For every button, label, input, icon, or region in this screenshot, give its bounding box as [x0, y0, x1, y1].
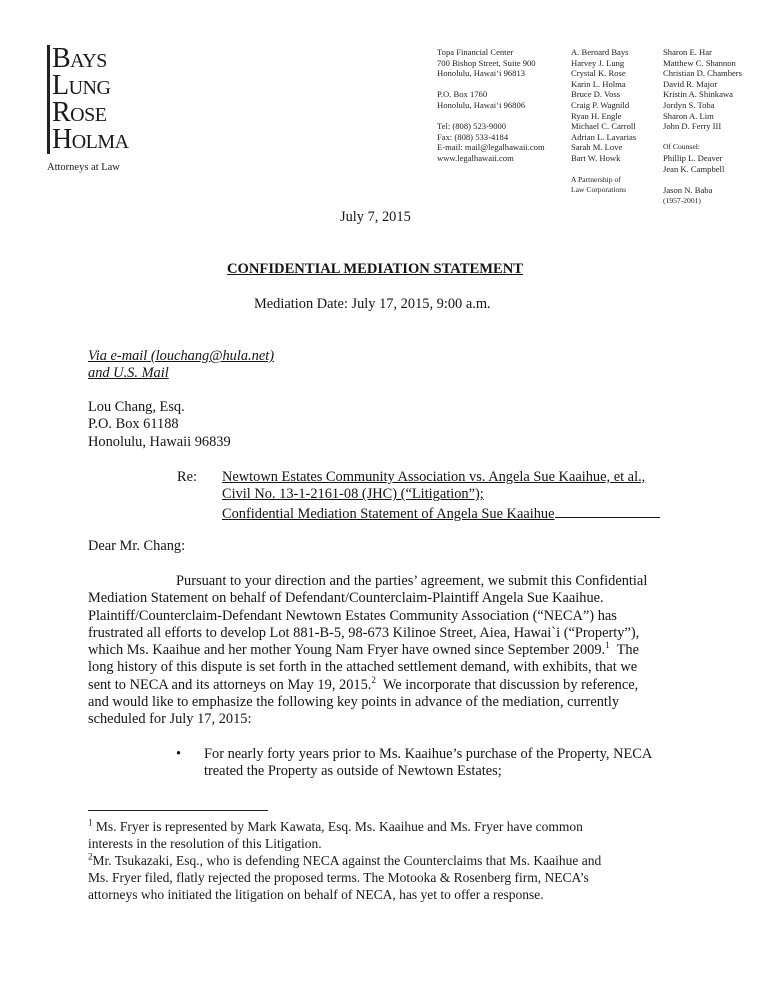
contact-fax: Fax: (808) 533-4184 — [437, 131, 509, 142]
body-line — [88, 674, 688, 694]
footnote-text: Ms. Fryer is represented by Mark Kawata, Esq. Ms. Kaaihue and Ms. Fryer have common — [95, 819, 583, 834]
delivery-line: and U.S. Mail — [88, 365, 169, 382]
attorney-name: A. Bernard Bays — [571, 47, 629, 57]
attorney-name: Sharon E. Har — [663, 47, 712, 57]
contact-phone: Tel: (808) 523-9000 — [437, 121, 507, 132]
of-counsel-name: Jean K. Campbell — [663, 163, 725, 174]
attorney-name: Kristin A. Shinkawa — [663, 89, 733, 100]
recipient-address — [88, 399, 231, 451]
attorney-name: Matthew C. Shannon — [663, 57, 736, 68]
logo-line-lung: Lung — [52, 70, 111, 101]
bullet-line: treated the Property as outside of Newtown Estates; — [204, 763, 502, 780]
firm-subtitle: Attorneys at Law — [47, 162, 120, 173]
body-text: which Ms. Kaaihue and her mother Young Nam Fryer have owned since September 2009. — [88, 642, 606, 659]
logo-line-holma: Holma — [52, 124, 129, 155]
address-line: 700 Bishop Street, Suite 900 — [437, 57, 536, 68]
logo-line-rose: Rose — [52, 97, 107, 128]
po-box-line: Honolulu, Hawai‘i 96806 — [437, 99, 526, 110]
attorney-name: Crystal K. Rose — [571, 68, 626, 79]
re-line: Newtown Estates Community Association vs. Angela Sue Kaaihue, et al., — [222, 469, 646, 485]
delivery-line: Via e-mail (louchang@hula.net) — [88, 348, 275, 364]
re-line: Civil No. 13-1-2161-08 (JHC) (“Litigation”); — [222, 486, 484, 503]
body-text: We incorporate that discussion by reference, — [382, 676, 639, 693]
contact-website: www.legalhawaii.com — [437, 152, 514, 163]
re-line-last — [222, 504, 660, 523]
address-line: Honolulu, Hawai‘i 96813 — [437, 68, 526, 79]
address-line: Topa Financial Center — [437, 47, 514, 57]
attorney-name: Ryan H. Engle — [571, 110, 622, 121]
attorney-name: Bruce D. Voss — [571, 89, 621, 100]
attorney-name: Sharon A. Lim — [663, 110, 714, 121]
footnote-separator — [88, 810, 268, 811]
attorneys-column-1 — [571, 47, 636, 196]
contact-email: E-mail: mail@legalhawaii.com — [437, 142, 545, 153]
firm-address-block — [437, 47, 545, 164]
attorney-name: David R. Major — [663, 78, 718, 89]
of-counsel-name: Phillip L. Deaver — [663, 152, 723, 163]
memorial-years: (1957-2001) — [663, 195, 701, 205]
attorney-name: Harvey J. Lung — [571, 57, 625, 68]
po-box-line: P.O. Box 1760 — [437, 89, 488, 100]
letter-date: July 7, 2015 — [340, 209, 411, 225]
body-text: sent to NECA and its attorneys on May 19, 2015. — [88, 676, 372, 693]
body-line: Pursuant to your direction and the parties’ agreement, we submit this Confidential — [176, 573, 648, 589]
attorney-name: Michael C. Carroll — [571, 121, 636, 132]
body-line: scheduled for July 17, 2015: — [88, 711, 252, 728]
re-label: Re: — [177, 469, 197, 485]
bullet-marker: • — [176, 746, 182, 762]
footnote-text: Mr. Tsukazaki, Esq., who is defending NECA against the Counterclaims that Ms. Kaaihue and — [92, 853, 602, 868]
footnote-1 — [88, 818, 688, 835]
body-line: and would like to emphasize the following key points in advance of the mediation, currently — [88, 694, 620, 711]
salutation: Dear Mr. Chang: — [88, 538, 186, 554]
recipient-line: Honolulu, Hawaii 96839 — [88, 433, 231, 450]
footnote-ref-1: 1 — [605, 640, 610, 651]
recipient-line: P.O. Box 61188 — [88, 416, 179, 433]
partnership-note: Law Corporations — [571, 185, 627, 195]
body-line: frustrated all efforts to develop Lot 881-B-5, 98-673 Kilinoe Street, Aiea, Hawai`i (“Property”), — [88, 624, 640, 641]
underline-fill — [555, 504, 660, 518]
bullet-item — [204, 746, 652, 781]
footnote-2-cont: Ms. Fryer filed, flatly rejected the proposed terms. The Motooka & Rosenberg firm, NECA’s — [88, 870, 589, 885]
attorney-name: John D. Ferry III — [663, 121, 722, 132]
footnote-2-cont: attorneys who initiated the litigation on behalf of NECA, has yet to offer a response. — [88, 887, 544, 902]
footnotes — [88, 818, 688, 903]
body-line — [88, 642, 688, 659]
mediation-date: Mediation Date: July 17, 2015, 9:00 a.m. — [254, 296, 491, 312]
attorney-name: Jordyn S. Toba — [663, 99, 715, 110]
attorney-name: Bart W. Howk — [571, 152, 621, 163]
re-line: Confidential Mediation Statement of Angela Sue Kaaihue — [222, 505, 555, 522]
body-line: Mediation Statement on behalf of Defendant/Counterclaim-Plaintiff Angela Sue Kaaihue. — [88, 590, 604, 607]
footnote-2 — [88, 852, 688, 869]
document-heading: CONFIDENTIAL MEDIATION STATEMENT — [227, 261, 523, 277]
attorney-name: Adrian L. Lavarias — [571, 131, 637, 142]
body-text: The — [616, 642, 639, 659]
footnote-number: 2 — [88, 851, 93, 862]
delivery-method — [88, 348, 274, 383]
attorney-name: Karin L. Holma — [571, 78, 626, 89]
body-line: long history of this dispute is set forth in the attached settlement demand, with exhibits, that we — [88, 659, 638, 676]
attorney-name: Christian D. Chambers — [663, 68, 743, 79]
attorney-name: Craig P. Wagnild — [571, 99, 630, 110]
body-paragraph — [88, 573, 688, 729]
memorial-name: Jason N. Baba — [663, 185, 713, 196]
footnote-1-cont: interests in the resolution of this Litigation. — [88, 836, 322, 851]
recipient-line: Lou Chang, Esq. — [88, 399, 185, 415]
logo-line-bays: Bays — [52, 43, 107, 74]
partnership-note: A Partnership of — [571, 174, 621, 184]
attorney-name: Sarah M. Love — [571, 142, 623, 153]
bullet-line: For nearly forty years prior to Ms. Kaaihue’s purchase of the Property, NECA — [204, 746, 653, 762]
attorneys-column-2 — [663, 47, 742, 206]
footnote-number: 1 — [88, 817, 93, 828]
footnote-ref-2: 2 — [371, 674, 376, 685]
of-counsel-label: Of Counsel: — [663, 142, 700, 152]
re-subject — [222, 469, 660, 523]
body-line: Plaintiff/Counterclaim-Defendant Newtown Estates Community Association (“NECA”) has — [88, 607, 617, 624]
logo-bar — [47, 45, 50, 154]
